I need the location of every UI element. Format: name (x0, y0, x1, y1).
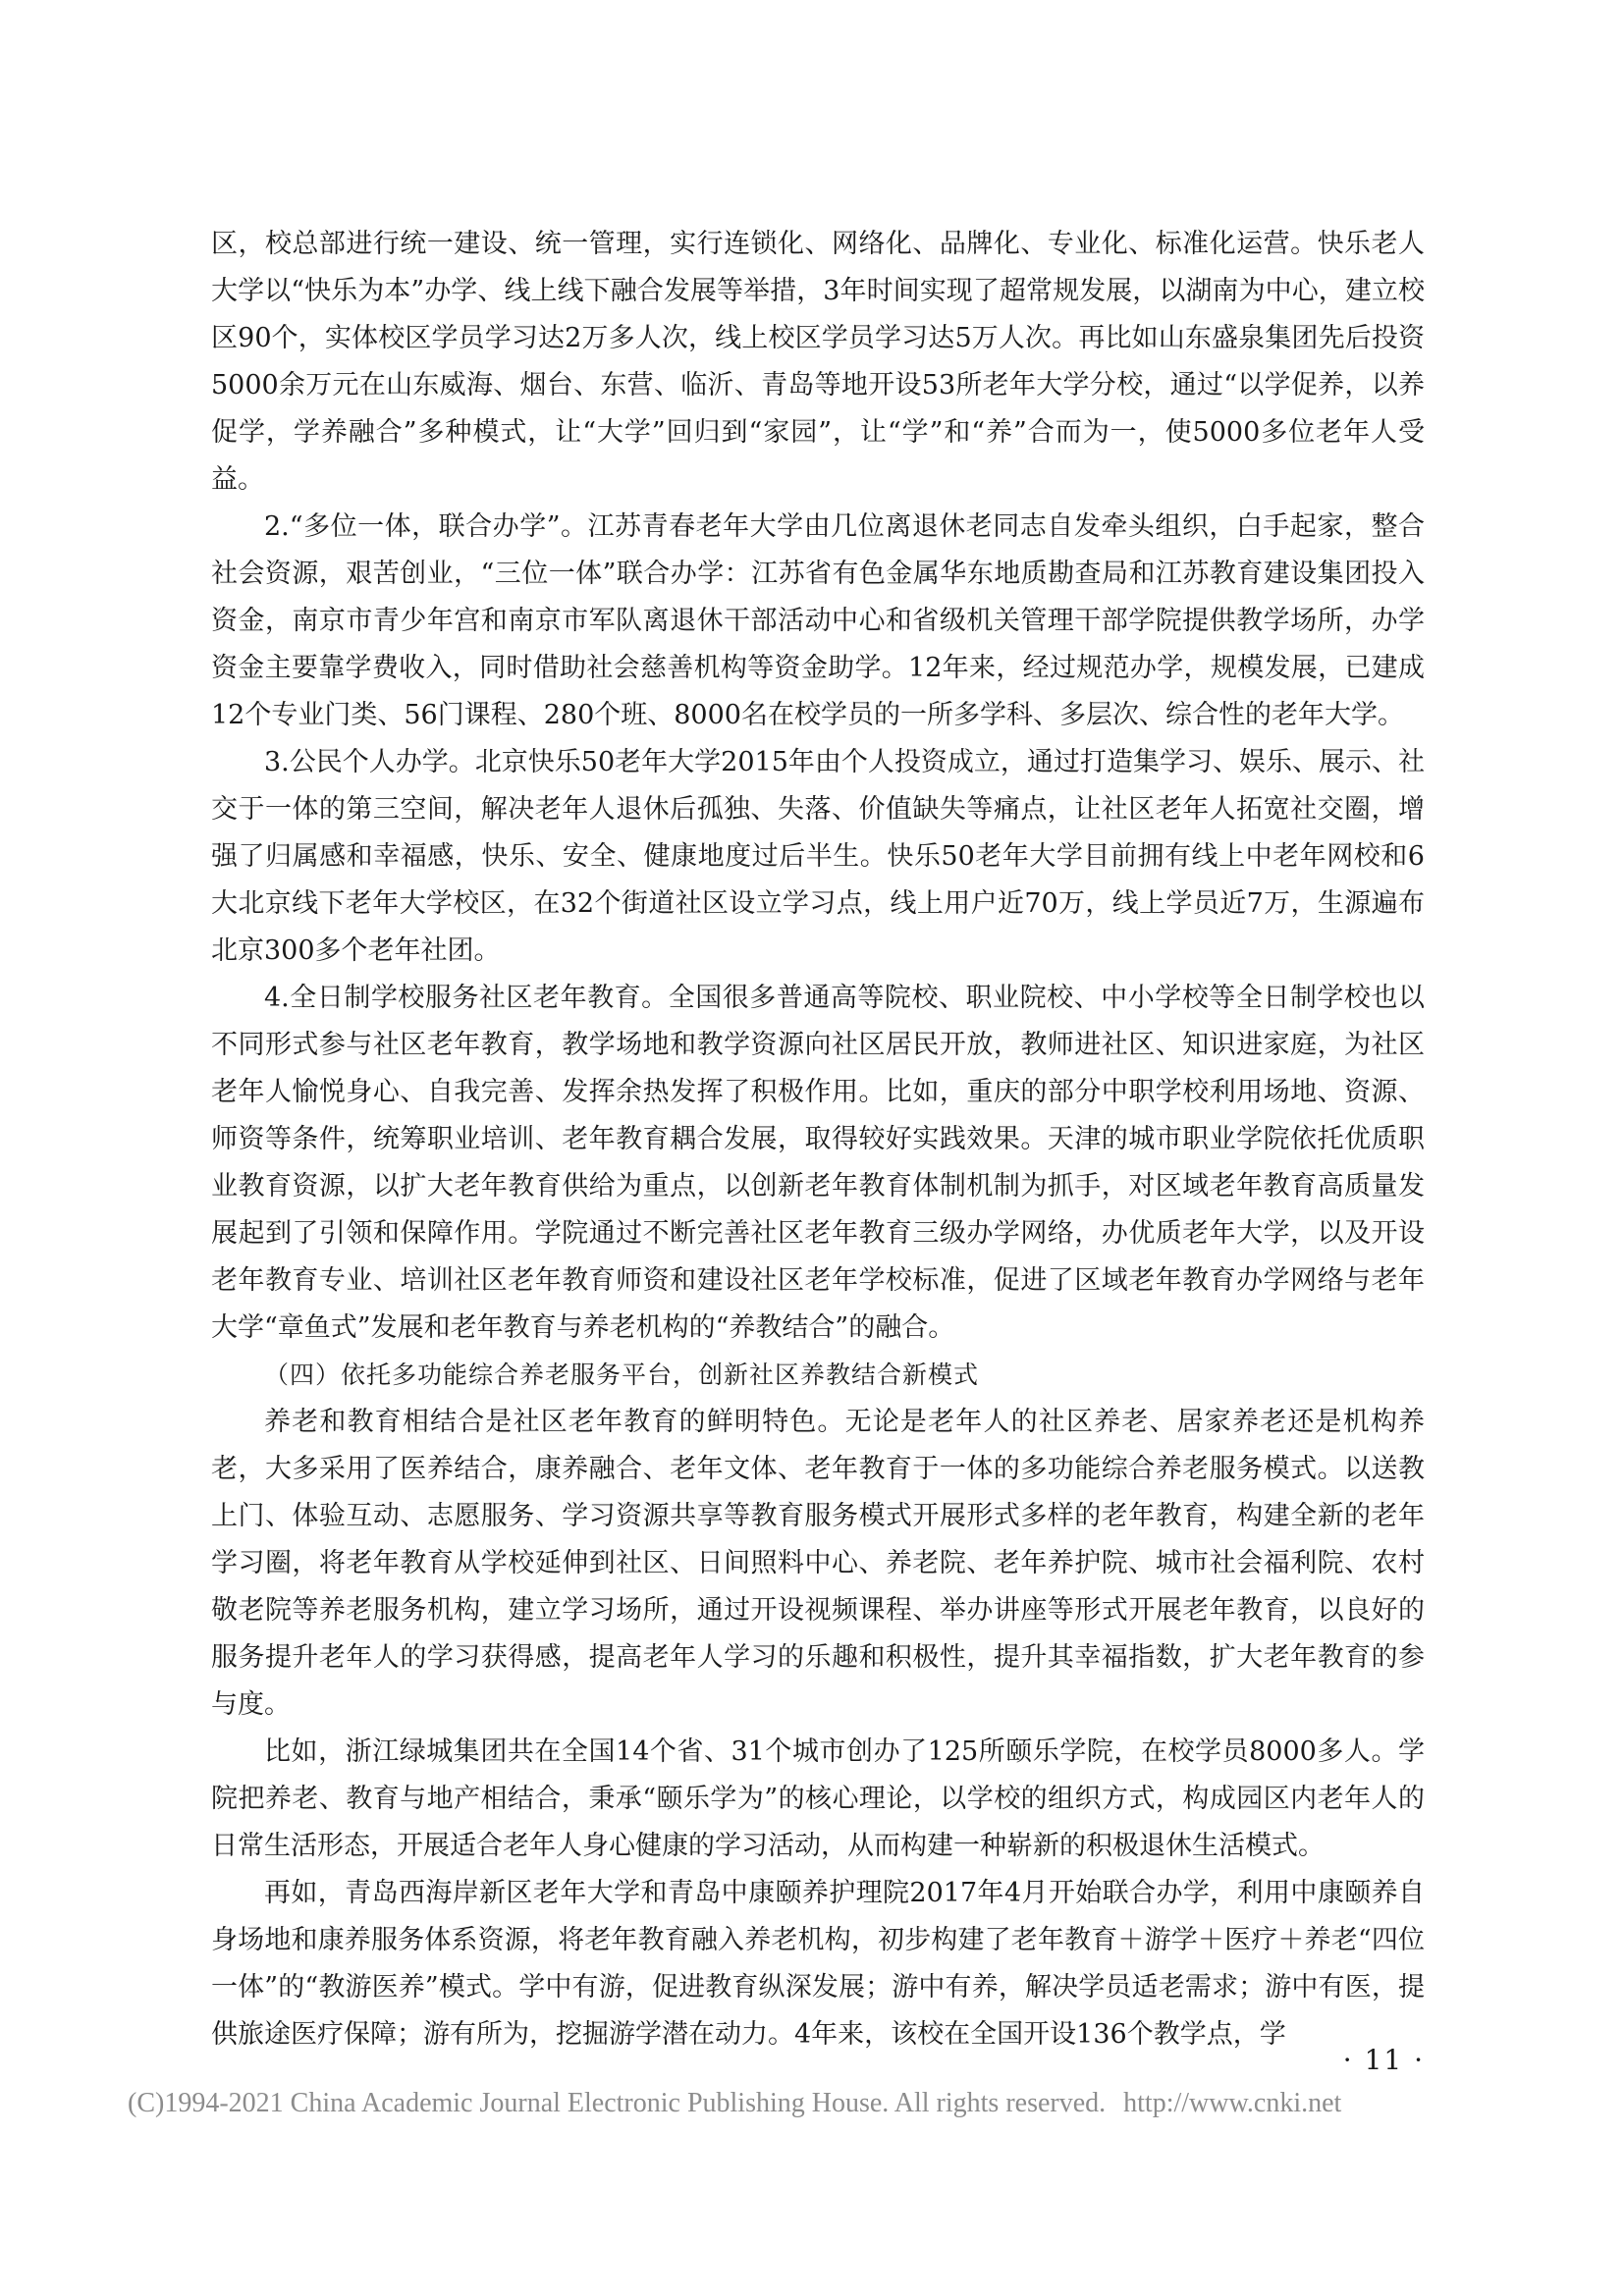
body-paragraph: 区，校总部进行统一建设、统一管理，实行连锁化、网络化、品牌化、专业化、标准化运营。快乐老人大学以“快乐为本”办学、线上线下融合发展等举措，3年时间实现了超常规发展，以湖南为中心，建立校区90个，实体校区学员学习达2万多人次，线上校区学员学习达5万人次。再比如山东盛泉集团先后投资5000余万元在山东威海、烟台、东营、临沂、青岛等地开设53所老年大学分校，通过“以学促养，以养促学，学养融合”多种模式，让“大学”回归到“家园”，让“学”和“养”合而为一，使5000多位老年人受益。 (211, 229, 1425, 495)
page-number: · 11 · (1342, 2044, 1425, 2076)
body-paragraph: 3.公民个人办学。北京快乐50老年大学2015年由个人投资成立，通过打造集学习、娱乐、展示、社交于一体的第三空间，解决老年人退休后孤独、失落、价值缺失等痛点，让社区老年人拓宽社交圈，增强了归属感和幸福感，快乐、安全、健康地度过后半生。快乐50老年大学目前拥有线上中老年网校和6大北京线下老年大学校区，在32个街道社区设立学习点，线上用户近70万，线上学员近7万，生源遍布北京300多个老年社团。 (211, 747, 1425, 966)
copyright-footer (128, 2088, 1502, 2119)
body-paragraph: 2.“多位一体，联合办学”。江苏青春老年大学由几位离退休老同志自发牵头组织，白手起家，整合社会资源，艰苦创业，“三位一体”联合办学：江苏省有色金属华东地质勘查局和江苏教育建设集团投入资金，南京市青少年宫和南京市军队离退休干部活动中心和省级机关管理干部学院提供教学场所，办学资金主要靠学费收入，同时借助社会慈善机构等资金助学。12年来，经过规范办学，规模发展，已建成12个专业门类、56门课程、280个班、8000名在校学员的一所多学科、多层次、综合性的老年大学。 (211, 511, 1425, 730)
footer-url: http://www.cnki.net (1123, 2088, 1342, 2118)
body-paragraph: 再如，青岛西海岸新区老年大学和青岛中康颐养护理院2017年4月开始联合办学，利用中康颐养自身场地和康养服务体系资源，将老年教育融入养老机构，初步构建了老年教育＋游学＋医疗＋养老“四位一体”的“教游医养”模式。学中有游，促进教育纵深发展；游中有养，解决学员适老需求；游中有医，提供旅途医疗保障；游有所为，挖掘游学潜在动力。4年来，该校在全国开设136个教学点，学 (211, 1878, 1425, 2050)
article-body (211, 221, 1425, 2058)
section-heading: （四）依托多功能综合养老服务平台，创新社区养教结合新模式 (264, 1361, 980, 1389)
body-paragraph: 养老和教育相结合是社区老年教育的鲜明特色。无论是老年人的社区养老、居家养老还是机构养老，大多采用了医养结合，康养融合、老年文体、老年教育于一体的多功能综合养老服务模式。以送教上门、体验互动、志愿服务、学习资源共享等教育服务模式开展形式多样的老年教育，构建全新的老年学习圈，将老年教育从学校延伸到社区、日间照料中心、养老院、老年养护院、城市社会福利院、农村敬老院等养老服务机构，建立学习场所，通过开设视频课程、举办讲座等形式开展老年教育，以良好的服务提升老年人的学习获得感，提高老年人学习的乐趣和积极性，提升其幸福指数，扩大老年教育的参与度。 (211, 1407, 1425, 1720)
body-paragraph: 比如，浙江绿城集团共在全国14个省、31个城市创办了125所颐乐学院，在校学员8000多人。学院把养老、教育与地产相结合，秉承“颐乐学为”的核心理论，以学校的组织方式，构成园区内老年人的日常生活形态，开展适合老年人身心健康的学习活动，从而构建一种崭新的积极退休生活模式。 (211, 1736, 1425, 1861)
body-paragraph: 4.全日制学校服务社区老年教育。全国很多普通高等院校、职业院校、中小学校等全日制学校也以不同形式参与社区老年教育，教学场地和教学资源向社区居民开放，教师进社区、知识进家庭，为社区老年人愉悦身心、自我完善、发挥余热发挥了积极作用。比如，重庆的部分中职学校利用场地、资源、师资等条件，统筹职业培训、老年教育耦合发展，取得较好实践效果。天津的城市职业学院依托优质职业教育资源，以扩大老年教育供给为重点，以创新老年教育体制机制为抓手，对区域老年教育高质量发展起到了引领和保障作用。学院通过不断完善社区老年教育三级办学网络，办优质老年大学，以及开设老年教育专业、培训社区老年教育师资和建设社区老年学校标准，促进了区域老年教育办学网络与老年大学“章鱼式”发展和老年教育与养老机构的“养教结合”的融合。 (211, 983, 1425, 1343)
copyright-notice: (C)1994-2021 China Academic Journal Electronic Publishing House. All rights reserved. (128, 2088, 1107, 2118)
